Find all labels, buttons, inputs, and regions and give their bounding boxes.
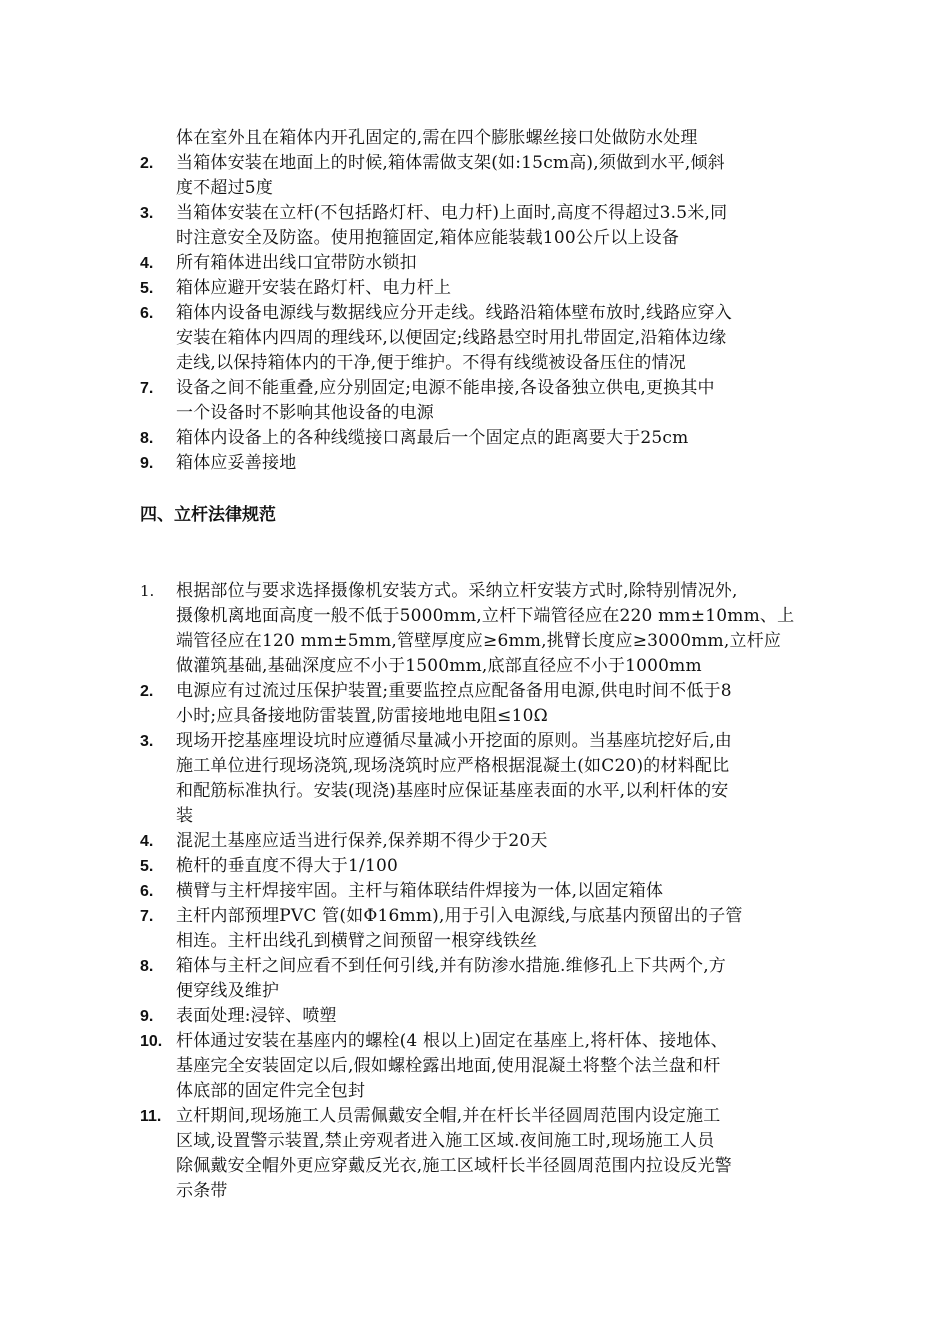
- list-number: 2.: [140, 683, 154, 700]
- list-number: 4.: [140, 255, 154, 272]
- list-item-line: 横臂与主杆焊接牢固。主杆与箱体联结件焊接为一体,以固定箱体: [176, 881, 664, 901]
- list-item-line: 端管径应在120 mm±5mm,管壁厚度应≥6mm,挑臂长度应≥3000mm,立杆应: [176, 631, 782, 651]
- list-item-line: 便穿线及维护: [176, 981, 280, 1001]
- list-item-line: 箱体内设备上的各种线缆接口离最后一个固定点的距离要大于25cm: [176, 428, 689, 448]
- list-number: 8.: [140, 430, 154, 447]
- list-item-line: 当箱体安装在立杆(不包括路灯杆、电力杆)上面时,高度不得超过3.5米,同: [176, 203, 728, 223]
- list-item-line: 小时;应具备接地防雷装置,防雷接地地电阻≤10Ω: [176, 706, 548, 726]
- list-item-line: 区域,设置警示装置,禁止旁观者进入施工区域.夜间施工时,现场施工人员: [176, 1131, 715, 1151]
- list-number: 7.: [140, 380, 154, 397]
- list-number: 9.: [140, 455, 154, 472]
- list-number: 10.: [140, 1033, 163, 1050]
- list-item-line: 杆体通过安装在基座内的螺栓(4 根以上)固定在基座上,将杆体、接地体、: [176, 1031, 728, 1051]
- list-number: 8.: [140, 958, 154, 975]
- list-item-line: 箱体应避开安装在路灯杆、电力杆上: [176, 278, 452, 298]
- list-item-line: 根据部位与要求选择摄像机安装方式。采纳立杆安装方式时,除特别情况外,: [176, 581, 738, 601]
- list-item-line: 现场开挖基座埋设坑时应遵循尽量减小开挖面的原则。当基座坑挖好后,由: [176, 731, 733, 751]
- list-item-line: 箱体应妥善接地: [176, 453, 297, 473]
- list-item-line: 所有箱体进出线口宜带防水锁扣: [176, 253, 417, 273]
- list-item-line: 度不超过5度: [176, 178, 274, 198]
- list-number: 3.: [140, 733, 154, 750]
- list-number: 5.: [140, 858, 154, 875]
- list-item-line: 摄像机离地面高度一般不低于5000mm,立杆下端管径应在220 mm±10mm、上: [176, 606, 795, 626]
- list-item-line: 相连。主杆出线孔到横臂之间预留一根穿线铁丝: [176, 931, 538, 951]
- list-item-line: 体底部的固定件完全包封: [176, 1081, 366, 1101]
- list-item-line: 时注意安全及防盗。使用抱箍固定,箱体应能装载100公斤以上设备: [176, 228, 680, 248]
- list-item-line: 电源应有过流过压保护装置;重要监控点应配备备用电源,供电时间不低于8: [176, 681, 732, 701]
- list-item-line: 和配筋标准执行。安装(现浇)基座时应保证基座表面的水平,以利杆体的安: [176, 781, 729, 801]
- list-number: 1.: [140, 582, 155, 600]
- list-item-line: 当箱体安装在地面上的时候,箱体需做支架(如:15cm高),须做到水平,倾斜: [176, 153, 725, 173]
- list-number: 9.: [140, 1008, 154, 1025]
- paragraph-line: 体在室外且在箱体内开孔固定的,需在四个膨胀螺丝接口处做防水处理: [176, 128, 698, 148]
- list-item-line: 箱体内设备电源线与数据线应分开走线。线路沿箱体壁布放时,线路应穿入: [176, 303, 733, 323]
- list-item-line: 除佩戴安全帽外更应穿戴反光衣,施工区域杆长半径圆周范围内拉设反光警: [176, 1156, 733, 1176]
- list-item-line: 立杆期间,现场施工人员需佩戴安全帽,并在杆长半径圆周范围内设定施工: [176, 1106, 721, 1126]
- list-item-line: 做灌筑基础,基础深度应不小于1500mm,底部直径应不小于1000mm: [176, 656, 702, 676]
- list-item-line: 示条带: [176, 1181, 228, 1201]
- list-number: 5.: [140, 280, 154, 297]
- list-item-line: 施工单位进行现场浇筑,现场浇筑时应严格根据混凝土(如C20)的材料配比: [176, 756, 730, 776]
- list-number: 3.: [140, 205, 154, 222]
- list-number: 2.: [140, 155, 154, 172]
- list-number: 4.: [140, 833, 154, 850]
- list-item-line: 混泥土基座应适当进行保养,保养期不得少于20天: [176, 831, 548, 851]
- list-number: 7.: [140, 908, 154, 925]
- list-item-line: 基座完全安装固定以后,假如螺栓露出地面,使用混凝土将整个法兰盘和杆: [176, 1056, 721, 1076]
- list-number: 11.: [140, 1108, 162, 1125]
- list-number: 6.: [140, 305, 154, 322]
- list-item-line: 装: [176, 806, 194, 826]
- list-item-line: 主杆内部预埋PVC 管(如Φ16mm),用于引入电源线,与底基内预留出的子管: [176, 906, 743, 926]
- section-heading: 四、立杆法律规范: [140, 505, 276, 525]
- list-item-line: 桅杆的垂直度不得大于1/100: [176, 856, 398, 876]
- list-item-line: 安装在箱体内四周的理线环,以便固定;线路悬空时用扎带固定,沿箱体边缘: [176, 328, 727, 348]
- list-item-line: 表面处理:浸锌、喷塑: [176, 1006, 337, 1026]
- list-item-line: 箱体与主杆之间应看不到任何引线,并有防渗水措施.维修孔上下共两个,方: [176, 956, 727, 976]
- list-item-line: 走线,以保持箱体内的干净,便于维护。不得有线缆被设备压住的情况: [176, 353, 687, 373]
- list-item-line: 一个设备时不影响其他设备的电源: [176, 403, 434, 423]
- list-number: 6.: [140, 883, 154, 900]
- list-item-line: 设备之间不能重叠,应分别固定;电源不能串接,各设备独立供电,更换其中: [176, 378, 715, 398]
